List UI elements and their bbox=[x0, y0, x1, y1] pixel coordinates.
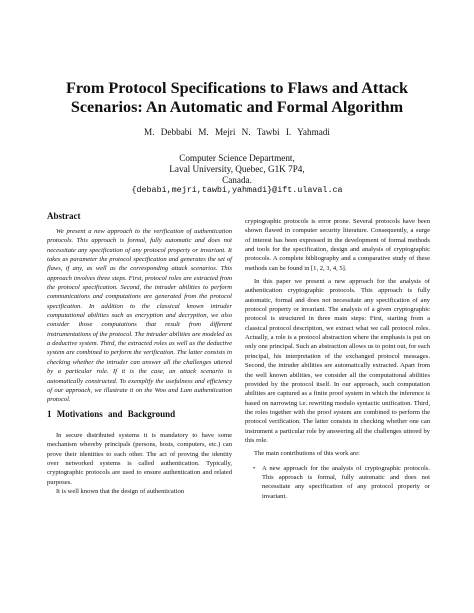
title-line-1: From Protocol Specifications to Flaws and Attack bbox=[65, 79, 408, 97]
abstract-heading: Abstract bbox=[47, 211, 81, 221]
right-paragraph-2: In this paper we present a new approach for the analysis of authentication cryptographic protocols. This approach is fully automatic, formal and does not necessitate any specification of any protocol property or invariant. The analysis of a given cryptographic protocol is structured in three main steps: First, starting from a classical protocol description, we extract what we call protocol roles. Actually, a role is a protocol abstraction where the emphasis is put on only one principal. Such an abstraction allows us to point out, for each principal, his interpretation of the exchanged protocol messages. Second, the intruder abilities are automatically extracted. Apart from the well known abilities, we consider all the computational abilities provided by the protocol itself. In our approach, such computation abilities are captured as a finite proof system in which the inference is based on narrowing i.e. rewriting modulo syntactic unification. Third, the roles together with the proof system are combined to perform the protocol verification. The latter consists in checking whether one can instrument a particular role by answering all the challenges uttered by this role. bbox=[245, 278, 430, 444]
affiliation-department: Computer Science Department, bbox=[179, 153, 295, 163]
abstract-body bbox=[47, 227, 232, 405]
affiliation-block bbox=[20, 153, 454, 196]
section-1-body bbox=[47, 431, 232, 496]
section-1-paragraph-1: In secure distributed systems it is mandatory to have some mechanism whereby principals (persons, hosts, computers, etc.) can prove their identities to each other. The act of proving the identity over networked systems is called authentication. Typically, cryptographic protocols are used to ensure authentication and related purposes. bbox=[47, 432, 232, 486]
contribution-list-item bbox=[245, 464, 430, 501]
title-line-2: Scenarios: An Automatic and Formal Algorithm bbox=[70, 98, 404, 116]
paper-title bbox=[20, 79, 454, 117]
affiliation-university: Laval University, Quebec, G1K 7P4, bbox=[169, 163, 305, 174]
contribution-text: A new approach for the analysis of cryptographic protocols. This approach is formal, fully automatic and does not necessitate any specification of any protocol property or invariant. bbox=[262, 464, 430, 500]
author-list: M. Debbabi M. Mejri N. Tawbi I. Yahmadi bbox=[144, 127, 330, 137]
affiliation-country: Canada. bbox=[222, 174, 252, 185]
right-paragraph-1: cryptographic protocols is error prone. Several protocols have been shown flawed in computer security literature. Consequently, a surge of interest has been expressed in the development of formal methods and tools for the specification, design and analysis of cryptographic protocols. A complete bibliography and a comparative study of these methods can be found in [1, 2, 3, 4, 5]. bbox=[245, 218, 430, 272]
section-1-paragraph-2: It is well known that the design of authentication bbox=[56, 488, 184, 496]
section-heading-motivations: 1 Motivations and Background bbox=[47, 409, 176, 419]
bullet-icon: • bbox=[253, 464, 256, 472]
abstract-paragraph: We present a new approach to the verification of authentication protocols. This approach is formal, fully automatic and does not necessitate any specification of any protocol property or invariant. It takes as parameter the protocol specification and generates the set of flaws, if any, as well as the corresponding attack scenarios. This approach involves three steps. First, protocol roles are extracted from the protocol specification. Second, the intruder abilities to perform communications and computations are generated from the protocol specification. In addition to the classical known intruder computational abilities such as encryption and decryption, we also consider those computations that result from different instrumentations of the protocol. The intruder abilities are modeled as a deductive system. Third, the extracted roles as well as the deductive system are combined to perform the verification. The latter consists in checking whether the intruder can answer all the challenges uttered by a particular role. If it is the case, an attack scenario is automatically constructed. To exemplify the usefulness and efficiency of our approach, we illustrate it on the Woo and Lam authentication protocol. bbox=[47, 228, 232, 404]
right-paragraph-3: The main contributions of this work are: bbox=[254, 450, 360, 458]
author-emails: {debabi,mejri,tawbi,yahmadi}@ift.ulaval.ca bbox=[131, 185, 343, 196]
right-column bbox=[245, 217, 430, 501]
